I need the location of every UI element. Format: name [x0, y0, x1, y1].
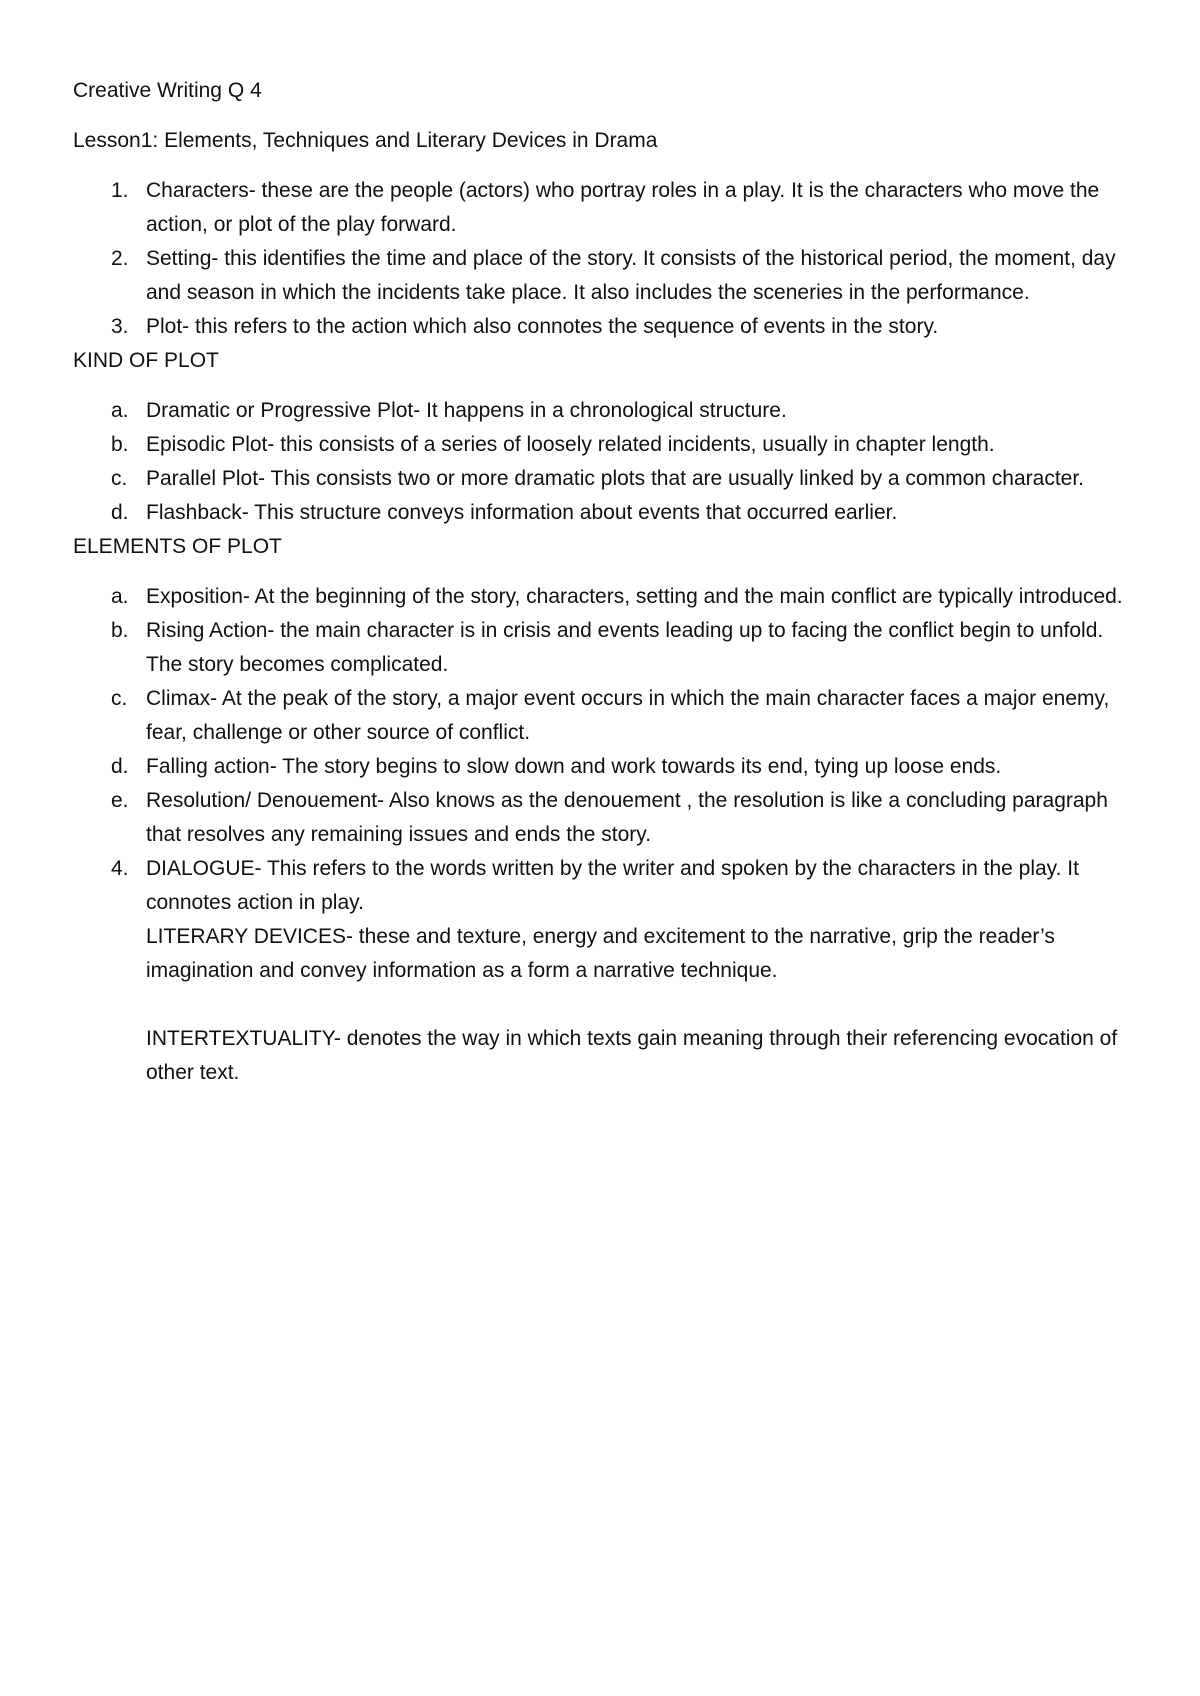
list-item-text: Exposition- At the beginning of the story, characters, setting and the main conflict are typically introduced.: [146, 585, 1123, 608]
list-item: [73, 852, 1140, 920]
list-item: [73, 428, 1140, 462]
list-marker: a.: [111, 399, 129, 422]
list-item-text: Falling action- The story begins to slow down and work towards its end, tying up loose ends.: [146, 755, 1002, 778]
list-item-text: Climax- At the peak of the story, a major event occurs in which the main character faces a major enemy, fear, challenge or other source of conflict.: [146, 687, 1110, 744]
list-item: [73, 784, 1140, 852]
list-item-text: DIALOGUE- This refers to the words written by the writer and spoken by the characters in the play. It connotes action in play.: [146, 857, 1079, 914]
list-item-text: Flashback- This structure conveys information about events that occurred earlier.: [146, 501, 898, 524]
list-marker: e.: [111, 789, 129, 812]
intertextuality-paragraph: INTERTEXTUALITY- denotes the way in which texts gain meaning through their referencing evocation of other text.: [146, 1027, 1118, 1084]
list-item-text: Characters- these are the people (actors) who portray roles in a play. It is the characters who move the action, or plot of the play forward.: [146, 179, 1100, 236]
elements-of-plot-list: [73, 580, 1140, 920]
list-marker: c.: [111, 687, 128, 710]
list-marker: a.: [111, 585, 129, 608]
document-title: Creative Writing Q 4: [73, 79, 262, 102]
list-marker: 2.: [111, 247, 129, 270]
list-marker: c.: [111, 467, 128, 490]
list-item: [73, 394, 1140, 428]
list-marker: 4.: [111, 857, 129, 880]
lesson-title: Lesson1: Elements, Techniques and Literary Devices in Drama: [73, 129, 658, 152]
list-marker: d.: [111, 755, 129, 778]
list-marker: d.: [111, 501, 129, 524]
list-item: [73, 462, 1140, 496]
list-item-text: Parallel Plot- This consists two or more dramatic plots that are usually linked by a common character.: [146, 467, 1085, 490]
list-item: [73, 580, 1140, 614]
list-marker: b.: [111, 433, 129, 456]
list-marker: 1.: [111, 179, 129, 202]
list-item-text: Plot- this refers to the action which also connotes the sequence of events in the story.: [146, 315, 939, 338]
list-item: [73, 614, 1140, 682]
kind-of-plot-list: [73, 394, 1140, 530]
list-item-text: Resolution/ Denouement- Also knows as the denouement , the resolution is like a concluding paragraph that resolves any remaining issues and ends the story.: [146, 789, 1108, 846]
elements-of-plot-heading: ELEMENTS OF PLOT: [73, 535, 282, 558]
list-item: [73, 310, 1140, 344]
list-item-text: Rising Action- the main character is in crisis and events leading up to facing the conflict begin to unfold. The story becomes complicated.: [146, 619, 1104, 676]
list-item-text: Episodic Plot- this consists of a series of loosely related incidents, usually in chapter length.: [146, 433, 995, 456]
list-marker: b.: [111, 619, 129, 642]
list-item: [73, 496, 1140, 530]
literary-devices-paragraph: LITERARY DEVICES- these and texture, energy and excitement to the narrative, grip the reader’s imagination and convey information as a form a narrative technique.: [146, 925, 1055, 982]
list-item: [73, 174, 1140, 242]
list-item-text: Setting- this identifies the time and place of the story. It consists of the historical period, the moment, day and season in which the incidents take place. It also includes the sceneries in the performance.: [146, 247, 1116, 304]
list-item-text: Dramatic or Progressive Plot- It happens in a chronological structure.: [146, 399, 787, 422]
list-marker: 3.: [111, 315, 129, 338]
numbered-list: [73, 174, 1140, 344]
kind-of-plot-heading: KIND OF PLOT: [73, 349, 219, 372]
list-item: [73, 682, 1140, 750]
list-item: [73, 242, 1140, 310]
list-item: [73, 750, 1140, 784]
